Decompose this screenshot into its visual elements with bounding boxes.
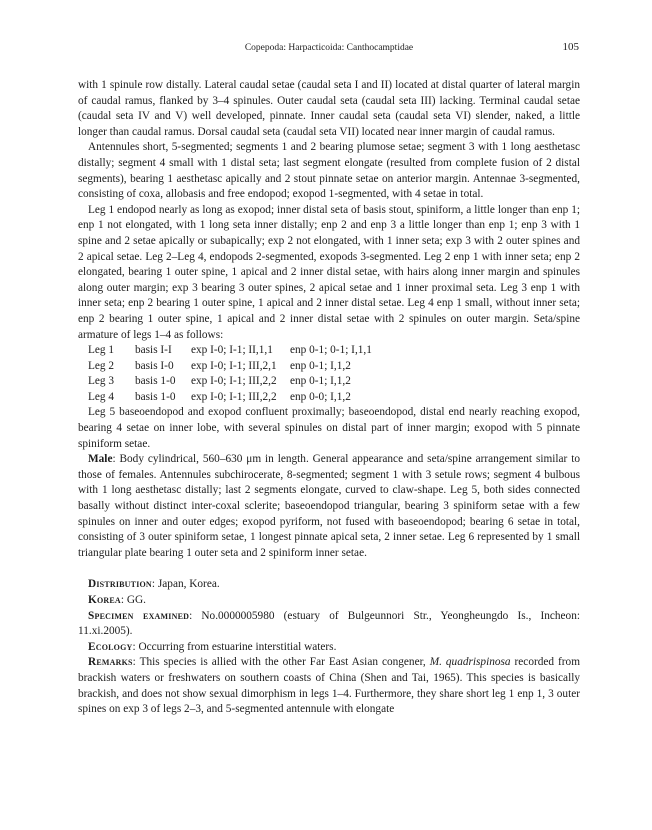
remarks-section xyxy=(78,655,580,717)
korea-text: : GG. xyxy=(120,594,147,606)
remarks-species-name: M. quadrispinosa xyxy=(429,656,511,669)
ecology-text: : Occurring from estuarine interstitial waters. xyxy=(132,640,337,653)
enp-cell: enp 0-0; I,1,2 xyxy=(290,390,351,403)
basis-cell: basis 1-0 xyxy=(135,390,176,403)
paragraph-antennules: Antennules short, 5-segmented; segments 1 and 2 bearing plumose setae; segment 3 with 1 long aesthetasc distally; segment 4 small with 1 distal seta; last segment elongate (resulted from complete fusion of 2 distal segments), bearing 1 aesthetasc apically and 2 stout pinnate setae on anterior margin. Antennae 3-segmented, consisting of coxa, allobasis and free endopod; exopod 1-segmented, with 4 setae in total. xyxy=(78,141,580,201)
leg-cell: Leg 1 xyxy=(88,344,115,357)
remarks-text-1: : This species is allied with the other Far East Asian congener, xyxy=(132,656,430,669)
paragraph-caudal-setae: with 1 spinule row distally. Lateral caudal setae (caudal seta I and II) located at distal quarter of lateral margin of caudal ramus, flanked by 3–4 spinules. Outer caudal seta (caudal seta III) lacking. Terminal caudal setae (caudal seta IV and V) well developed, pinnate. Inner caudal seta (caudal seta VI) slender, naked, a little longer than caudal ramus. Dorsal caudal seta (caudal seta VII) located near inner margin of caudal ramus. xyxy=(78,79,580,138)
body-text xyxy=(78,78,580,718)
paragraph-leg5: Leg 5 baseoendopod and exopod confluent proximally; baseoendopod, distal end nearly reaching exopod, bearing 4 setae on inner lobe, with several spinules on distal part of inner margin; exopod with 5 pinnate spiniform setae. xyxy=(78,406,580,450)
distribution-label: Distribution xyxy=(88,578,152,591)
exp-cell: exp I-0; I-1; III,2,2 xyxy=(191,375,277,388)
armature-table xyxy=(78,343,580,405)
basis-cell: basis 1-0 xyxy=(135,375,176,388)
paragraph-legs: Leg 1 endopod nearly as long as exopod; inner distal seta of basis stout, spiniform, a little longer than enp 1; enp 1 not elongated, with 1 long seta inner distally; enp 2 and enp 3 a little longer than enp 1; enp 3 with 1 spine and 2 setae apically or subapically; exp 2 not elongated, with 1 inner seta; exp 3 with 2 outer spines and 2 apical setae. Leg 2–Leg 4, endopods 2-segmented, exopods 3-segmented. Leg 2 enp 1 with inner seta; enp 2 elongated, bearing 1 outer spine, 1 apical and 2 inner distal setae, with hairs along inner margin and spinules along outer margin; exp 3 bearing 3 outer spines, 2 apical setae and 1 inner proximal seta. Leg 3 enp 1 with inner seta; enp 2 bearing 1 outer spine, 1 apical and 2 inner distal setae. Leg 4 enp 1 small, without inner seta; enp 2 bearing 1 outer spine, 1 apical and 2 inner distal setae with 2 spinules on outer margin. Seta/spine armature of legs 1–4 as follows: xyxy=(78,203,580,341)
ecology-label: Ecology xyxy=(88,640,133,653)
running-head: Copepoda: Harpacticoida: Canthocamptidae xyxy=(244,43,414,53)
exp-cell: exp I-0; I-1; II,1,1 xyxy=(191,344,273,357)
table-row xyxy=(78,374,580,390)
remarks-label: Remarks xyxy=(88,656,133,669)
specimen-section xyxy=(78,609,580,640)
korea-label: Korea xyxy=(88,594,121,606)
basis-cell: basis I-I xyxy=(135,344,172,357)
basis-cell: basis I-0 xyxy=(135,359,174,372)
specimen-text: : No.0000005980 (estuary of Bulgeunnori Str., Yeongheungdo Is., Incheon: 11.xi.2005). xyxy=(78,609,580,638)
enp-cell: enp 0-1; I,1,2 xyxy=(290,359,351,372)
enp-cell: enp 0-1; 0-1; I,1,1 xyxy=(290,344,372,357)
page-number: 105 xyxy=(562,41,579,53)
exp-cell: exp I-0; I-1; III,2,1 xyxy=(191,359,277,372)
leg-cell: Leg 2 xyxy=(88,359,115,372)
ecology-section xyxy=(78,640,580,656)
paragraph-male xyxy=(78,452,580,561)
leg-cell: Leg 4 xyxy=(88,390,115,403)
remarks-text-2: recorded from brackish waters or freshwaters on southern coasts of China (Shen and Tai, 1965). This species is basically brackish, and does not show sexual dimorphism in legs 1–4. Furthermore, they share short leg 1 enp 1, 3 outer spines on exp 3 of legs 2–3, and 5-segmented antennule with elongate xyxy=(78,656,580,716)
leg-cell: Leg 3 xyxy=(88,375,115,388)
distribution-section xyxy=(78,577,580,593)
table-row xyxy=(78,390,580,406)
table-row xyxy=(78,343,580,359)
table-row xyxy=(78,359,580,375)
section-gap xyxy=(78,561,580,577)
korea-section xyxy=(78,593,580,609)
male-label: Male xyxy=(88,453,113,466)
exp-cell: exp I-0; I-1; III,2,2 xyxy=(191,390,277,403)
male-text: : Body cylindrical, 560–630 μm in length. General appearance and seta/spine arrangement similar to those of females. Antennules subchirocerate, 8-segmented; segment 1 with 3 setule rows; segment 4 bulbous with 1 long aesthetasc distally; last 2 segments elongate, curved to claw-shape. Leg 5, both sides connected basally without distinct inter-coxal sclerite; baseoendopod triangular, bearing 3 spiniform setae with a few spinules on inner and outer edges; exopod pyriform, not fused with baseoendopod; bearing 6 setae in total, consisting of 3 outer spiniform setae, 1 longest pinnate apical seta, 2 inner setae. Leg 6 represented by 1 small triangular plate bearing 1 outer seta and 2 spiniform inner setae. xyxy=(78,453,580,559)
specimen-label: Specimen examined xyxy=(88,609,190,622)
distribution-text: : Japan, Korea. xyxy=(151,578,220,591)
enp-cell: enp 0-1; I,1,2 xyxy=(290,375,351,388)
